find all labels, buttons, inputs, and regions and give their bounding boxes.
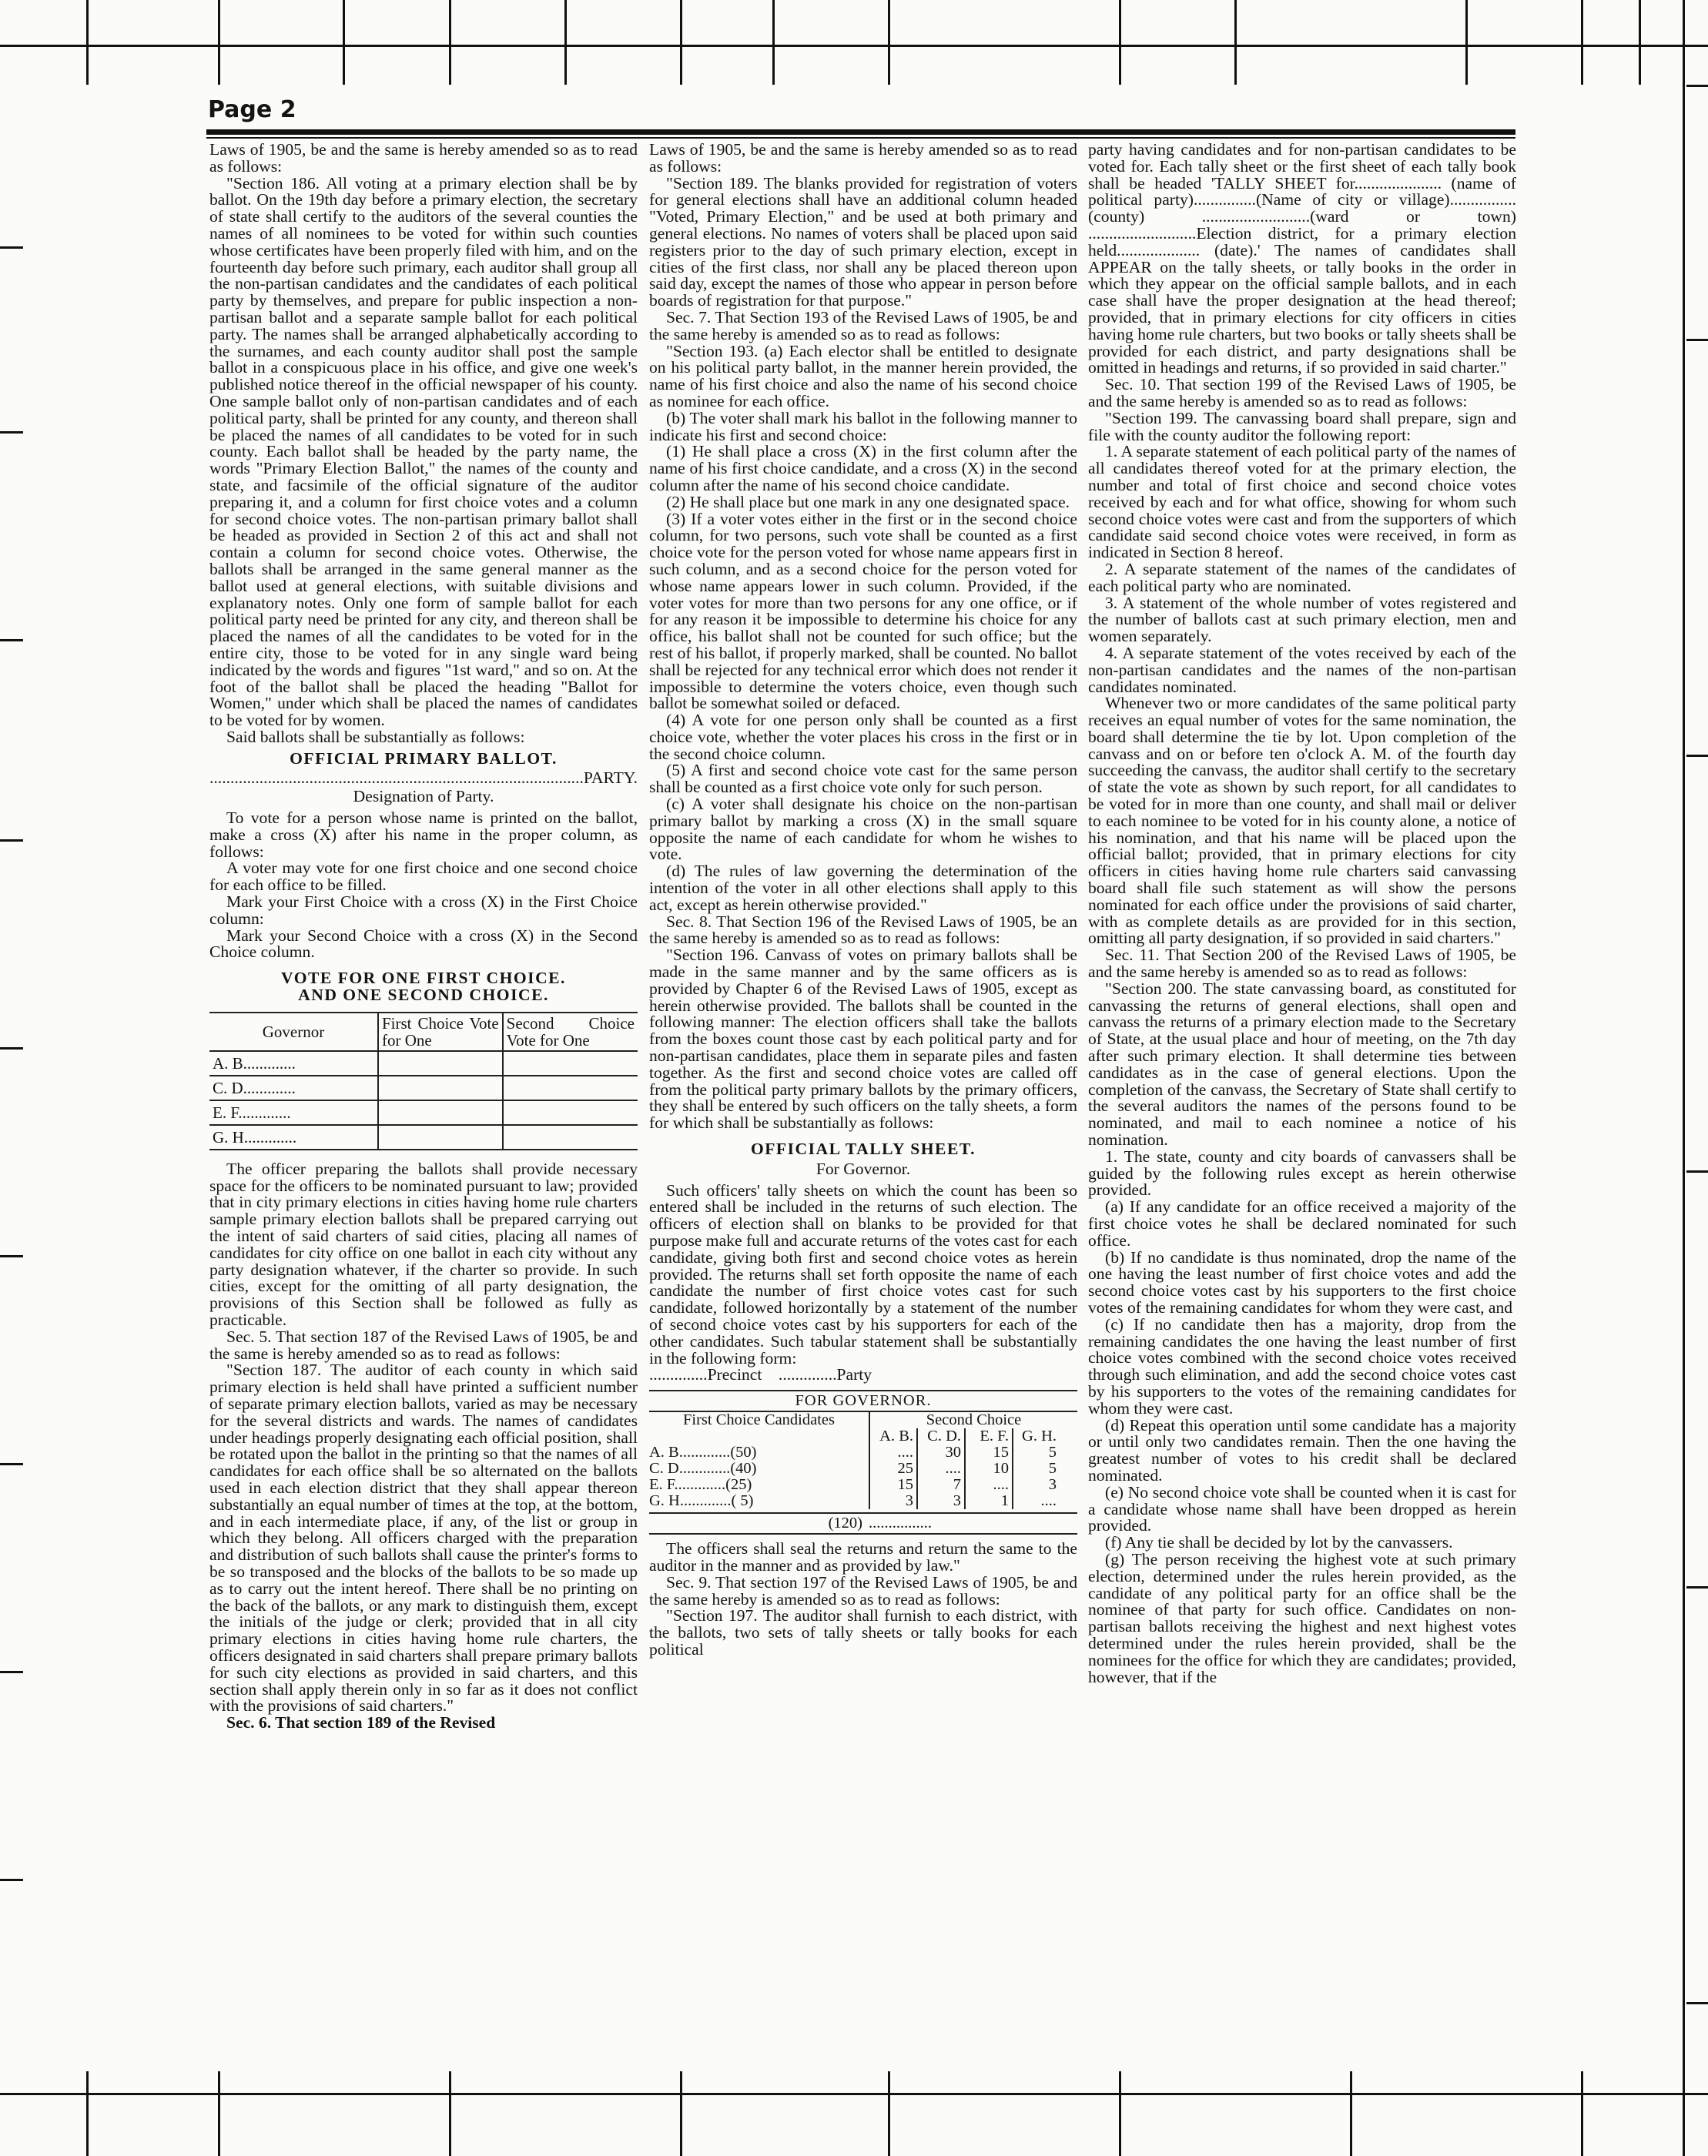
second-choice-box [503,1076,638,1100]
returns-header [649,1412,1077,1428]
second-choice-header: Second Choice Vote for One [503,1013,638,1051]
col-label: G. H. [1012,1428,1060,1445]
column-1 [209,142,638,1990]
paragraph: (b) If no candidate is thus nominated, drop the name of the one having the least number of first choice votes and add the second choice votes cast by his supporters to the first choice votes of the remaining candidates for whom they were cast, and [1088,1247,1516,1317]
first-choice-box [378,1100,503,1125]
vote-heading: VOTE FOR ONE FIRST CHOICE. [281,969,566,988]
paragraph: A voter may vote for one first choice and one second choice for each office to be filled. [209,859,638,895]
col-label: A. B. [869,1428,916,1445]
paragraph: "Section 200. The state canvassing board, as constituted for canvassing the returns of general elections, shall open and canvass the returns of a primary election made to the Secretary of State, at the usual place and hour of meeting, on the 7th day after such primary election. It shall determine ties between candidates as in the case of general elections. Upon the completion of the canvass, the Secretary of State shall certify to the several auditors the names of the persons found to be nominated, and mail to each nominee a notice of his nomination. [1088,979,1516,1150]
candidate-row: G. H............. [209,1125,378,1150]
paragraph: 4. A separate statement of the votes received by each of the non-partisan candidates and the names of the non-partisan candidates nominated. [1088,643,1516,696]
paragraph: "Section 187. The auditor of each county in which said primary election is held shall have printed a sufficient number of separate primary election ballots, varied as may be necessary for the several districts and wards. The names of candidates under headings properly designating each official position, shall be rotated upon the ballot in the printing so that the names of all candidates for each office shall be so alternated on the ballots used in each election district that they shall appear thereon substantially an equal number of times at the top, at the bottom, and in each intermediate place, if any, of the list or group in which they belong. All officers charged with the preparation and distribution of such ballots shall cause the printer's forms to be so transposed and the blocks of the ballots to be so made up as to carry out the intent hereof. There shall be no printing on the back of the ballots, or any mark to distinguish them, except the initials of the judge or clerk; provided that in all city primary elections in cities having home rule charters, the officers designated in said charters shall prepare primary ballots for such city elections as provided in said charters, and this section shall apply therein only in so far as it does not conflict with the provisions of said charters." [209,1361,638,1716]
paragraph: Sec. 10. That section 199 of the Revised Laws of 1905, be and the same hereby is amended so as to read as follows: [1088,375,1516,410]
returns-row: A. B.............(50) .... 30 15 5 [649,1445,1077,1461]
first-choice-candidates-header: First Choice Candidates [682,1411,835,1429]
paragraph: Mark your Second Choice with a cross (X) in the Second Choice column. [209,926,638,962]
paragraph: Laws of 1905, be and the same is hereby amended so as to read as follows: [649,142,1077,176]
paragraph: Sec. 6. That section 189 of the Revised [226,1713,496,1732]
paragraph: 3. A statement of the whole number of votes registered and the number of ballots cast at such primary election, men and women separately. [1088,593,1516,646]
second-choice-header: Second Choice [869,1412,1077,1428]
paragraph: "Section 196. Canvass of votes on primary ballots shall be made in the same manner and by the same officers as is provided by Chapter 6 of the Revised Laws of 1905, except as herein otherwise provided. The ballots shall be counted in the following manner: The election officers shall take the ballots from the boxes count those cast by each political party and for non-partisan candidates, place them in separate piles and fasten together. As the first and second choice votes are called off from the political party primary ballots by the primary officers, they shall be entered by such officers on the tally sheets, a form for which shall be substantially as follows: [649,946,1077,1133]
designation-of-party: Designation of Party. [353,787,494,806]
header-rule [206,129,1515,135]
returns-row: E. F.............(25) 15 7 .... 3 [649,1477,1077,1493]
first-choice-box [378,1051,503,1076]
second-choice-box [503,1051,638,1076]
paragraph: (d) Repeat this operation until some candidate has a majority or until only two candidates remain. Then the one having the greatest number of votes to his credit shall be declared nominated. [1088,1415,1516,1485]
second-choice-box [503,1100,638,1125]
paragraph: "Section 189. The blanks provided for registration of voters for general elections shall have an additional column headed "Voted, Primary Election," and be used at both primary and general elections. No names of voters shall be placed upon said registers prior to the day of such primary election, except in cities of the first class, nor shall any be placed thereon upon said day, except the names of those who appear in person before boards of registration for that purpose." [649,173,1077,310]
paragraph: "Section 199. The canvassing board shall prepare, sign and file with the county auditor the following report: [1088,408,1516,444]
paragraph: (2) He shall place but one mark in any one designated space. [666,492,1070,511]
vote-heading-2: AND ONE SECOND CHOICE. [298,986,549,1005]
paragraph: Whenever two or more candidates of the same political party receives an equal number of votes for the same nomination, the board shall determine the tie by lot. Upon completion of the canvass and on or before ten o'clock A. M. of the fourth day succeeding the canvass, the auditor shall certify to the secretary of state the vote as shown by such report, for all candidates to be voted for in more than one county, and shall mail or deliver to each nominee to be voted for in his county alone, a notice of his nomination, and that his name will be placed upon the official ballot; provided, that in primary elections for city officers in cities having home rule charters said canvassing board shall file such statement as will show the persons nominated for each office under the provisions of said charter, with as complete details as are provided for in this section, omitting all party designation, if so provided in said charters." [1088,694,1516,948]
paragraph: 1. The state, county and city boards of canvassers shall be guided by the following rules except as herein otherwise provided. [1088,1147,1516,1200]
returns-row: G. H.............( 5) 3 3 1 .... [649,1493,1077,1509]
paragraph: Sec. 8. That Section 196 of the Revised Laws of 1905, be an the same hereby is amended so as to read as follows: [649,912,1077,948]
paragraph: Laws of 1905, be and the same is hereby amended so as to read as follows: [209,142,638,176]
paragraph: Mark your First Choice with a cross (X) in the First Choice column: [209,892,638,928]
returns-title: FOR GOVERNOR. [649,1391,1077,1412]
precinct-line: ..............Precinct ..............Party [649,1365,872,1384]
paragraph: (5) A first and second choice vote cast for the same person shall be counted as a first choice vote only for such person. [649,761,1077,797]
returns-row: C. D.............(40) 25 .... 10 5 [649,1461,1077,1477]
paragraph: "Section 193. (a) Each elector shall be entitled to designate on his political party ballot, in the manner herein provided, the name of his first choice and also the name of his second choice as nominee for each office. [649,341,1077,410]
col-label: E. F. [964,1428,1012,1445]
paragraph: Sec. 11. That Section 200 of the Revised Laws of 1905, be and the same hereby is amended so as to read as follows: [1088,946,1516,982]
column-3 [1088,142,1516,1990]
paragraph: (1) He shall place a cross (X) in the first column after the name of his first choice candidate, and a cross (X) in the second column after the name of his second choice candidate. [649,442,1077,494]
paragraph: party having candidates and for non-partisan candidates to be voted for. Each tally sheet or the first sheet of each tally book shall be headed 'TALLY SHEET for..................... (name of political party)...............(Name of city or village)................(county) ..........................(ward or town) ..........................Election district, for a primary election held.................... (date).' The names of candidates shall APPEAR on the tally sheets, or tally books in the order in which they appear on the official sample ballots, and in each case shall have the proper designation at the head thereof; provided, that in primary elections for city officers in cities having home rule charters, but two books or tally sheets shall be provided for each district, and party designations shall be omitted in headings and returns, if so provided in said charter." [1088,142,1516,377]
paragraph: (c) If no candidate then has a majority, drop from the remaining candidates the one having the least number of first choice votes combined with the second choice votes received through such elimination, and add the second choice votes cast by his supporters to the votes of the remaining candidates for whom they were cast. [1088,1314,1516,1418]
tally-subheading: For Governor. [815,1159,911,1178]
candidate-row: E. F............. [209,1100,378,1125]
first-choice-header: First Choice Vote for One [378,1013,503,1051]
candidate-row: C. D............. [209,1076,378,1100]
paragraph: To vote for a person whose name is printed on the ballot, make a cross (X) after his name in the proper column, as follows: [209,808,638,861]
paragraph: 1. A separate statement of each political party of the names of all candidates thereof voted for at the primary election, the number and total of first choice and second choice votes received by each and for what office, showing for whom such second choice votes were cast and from the supporters of which candidate said second choice votes were received, in form as indicated in Section 8 hereof. [1088,442,1516,562]
paragraph: Sec. 5. That section 187 of the Revised Laws of 1905, be and the same is hereby amended so as to read as follows: [209,1327,638,1363]
first-choice-box [378,1125,503,1150]
returns-total-row: (120) .... .... .... .... [649,1512,1077,1535]
paragraph: (4) A vote for one person only shall be counted as a first choice vote, whether the voter places his cross in the first or in the second choice column. [649,711,1077,763]
tally-heading: OFFICIAL TALLY SHEET. [750,1140,976,1159]
column-2 [649,142,1077,1990]
second-choice-box [503,1125,638,1150]
party-line: ..... PARTY. [209,770,638,787]
paragraph: (g) The person receiving the highest vote at such primary election, determined under the rules herein provided, as the candidate of any political party for an office shall be the nominee of that party for such office. Candidates on non-partisan ballots receiving the highest and next highest votes determined under the rules herein provided, shall be the nominees for the office for which they are candidates; provided, however, that if the [1088,1549,1516,1686]
office-header: Governor [209,1013,378,1051]
candidate-row: A. B............. [209,1051,378,1076]
paragraph: (e) No second choice vote shall be counted when it is cast for a candidate whose name shall have been dropped as herein provided. [1088,1482,1516,1535]
paragraph: Said ballots shall be substantially as follows: [226,727,525,746]
returns-colhead-row [649,1428,1077,1445]
ballot-heading: OFFICIAL PRIMARY BALLOT. [290,748,558,768]
paragraph: (d) The rules of law governing the determination of the intention of the voter in all other elections shall apply to this act, except as herein otherwise provided." [649,862,1077,914]
paragraph: Such officers' tally sheets on which the count has been so entered shall be included in the returns of such election. The officers of election shall on blanks to be provided for that purpose make full and accurate returns of the votes cast for each candidate, giving both first and second choice votes as herein provided. The returns shall set forth opposite the name of each candidate the number of first choice votes cast for such candidate, followed horizontally by a statement of the number of second choice votes cast by his supporters for each of the other candidates. Such tabular statement shall be substantially in the following form: [649,1180,1077,1368]
returns-table [649,1390,1077,1535]
sample-ballot-table [209,1012,638,1150]
paragraph: Sec. 7. That Section 193 of the Revised Laws of 1905, be and the same hereby is amended so as to read as follows: [649,307,1077,343]
paragraph: (c) A voter shall designate his choice on the non-partisan primary ballot by marking a cross (X) in the small square opposite the name of each candidate for whom he wishes to vote. [649,795,1077,864]
paragraph: 2. A separate statement of the names of the candidates of each political party who are nominated. [1088,559,1516,595]
paragraph: "Section 186. All voting at a primary election shall be by ballot. On the 19th day before a primary election, the secretary of state shall certify to the auditors of the several counties the names of all nominees to be voted for within such counties whose certificates have been properly filed with him, and on the fourteenth day before such primary, each auditor shall group all the non-partisan candidates and the candidates of each political party by themselves, and prepare for public inspection a non-partisan ballot and a separate sample ballot for each political party. The names shall be arranged alphabetically according to the surnames, and each county auditor shall post the sample ballot in a conspicuous place in his office, and give one week's published notice thereof in the official newspaper of his county. One sample ballot only of non-partisan candidates and of each political party, shall be printed for any county, and thereon shall be placed the names of all candidates to be voted for in such county. Each ballot shall be headed by the party name, the words "Primary Election Ballot," the names of the county and state, and facsimile of the official signature of the auditor preparing it, and a column for first choice votes and a column for second choice votes. The non-partisan primary ballot shall be headed as provided in Section 2 of this act and shall not contain a column for second choice votes. Otherwise, the ballots shall be arranged in the same general manner as the ballot used at general elections, with suitable divisions and explanatory notes. Only one form of sample ballot for each political party need be printed for any city, and thereon shall be placed the names of all the candidates to be voted for in the entire city, those to be voted for in any single ward being indicated by the words and figures "1st ward," and so on. At the foot of the ballot shall be placed the heading "Ballot for Women," under which shall be placed the names of candidates to be voted for by women. [209,173,638,730]
header-rule-thin [206,137,1515,139]
paragraph: (a) If any candidate for an office received a majority of the first choice votes he shall be declared nominated for such office. [1088,1197,1516,1250]
paragraph: The officers shall seal the returns and return the same to the auditor in the manner and as provided by law." [649,1539,1077,1575]
paragraph: (b) The voter shall mark his ballot in the following manner to indicate his first and second choice: [649,408,1077,444]
col-label: C. D. [916,1428,964,1445]
first-choice-box [378,1076,503,1100]
paragraph: "Section 197. The auditor shall furnish to each district, with the ballots, two sets of tally sheets or tally books for each political [649,1606,1077,1659]
paragraph: (f) Any tie shall be decided by lot by the canvassers. [1105,1533,1453,1552]
paragraph: (3) If a voter votes either in the first or in the second choice column, for two persons, such vote shall be counted as a first choice vote for the person voted for whose name appears first in such column, and as a second choice for the person voted for whose name appears lower in such column. Provided, if the voter votes for more than two persons for any one office, or if for any reason it be impossible to determine his choice for any office, his ballot shall not be counted for such office; but the rest of his ballot, if properly marked, shall be counted. No ballot shall be rejected for any technical error which does not render it impossible to determine the voters choice, even though such ballot be somewhat soiled or defaced. [649,509,1077,713]
page-number: Page 2 [208,96,296,123]
paragraph: The officer preparing the ballots shall provide necessary space for the officers to be nominated pursuant to law; provided that in city primary elections in cities having home rule charters sample primary election ballots shall be prepared carrying out the intent of said charters of said cities, placing all names of candidates for city office on one ballot in each city without any party designation whatever, if the charter so provide. In such cities, except for the omitting of all party designation, the provisions of this Section shall be followed as fully as practicable. [209,1159,638,1330]
paragraph: Sec. 9. That section 197 of the Revised Laws of 1905, be and the same hereby is amended so as to read as follows: [649,1572,1077,1609]
